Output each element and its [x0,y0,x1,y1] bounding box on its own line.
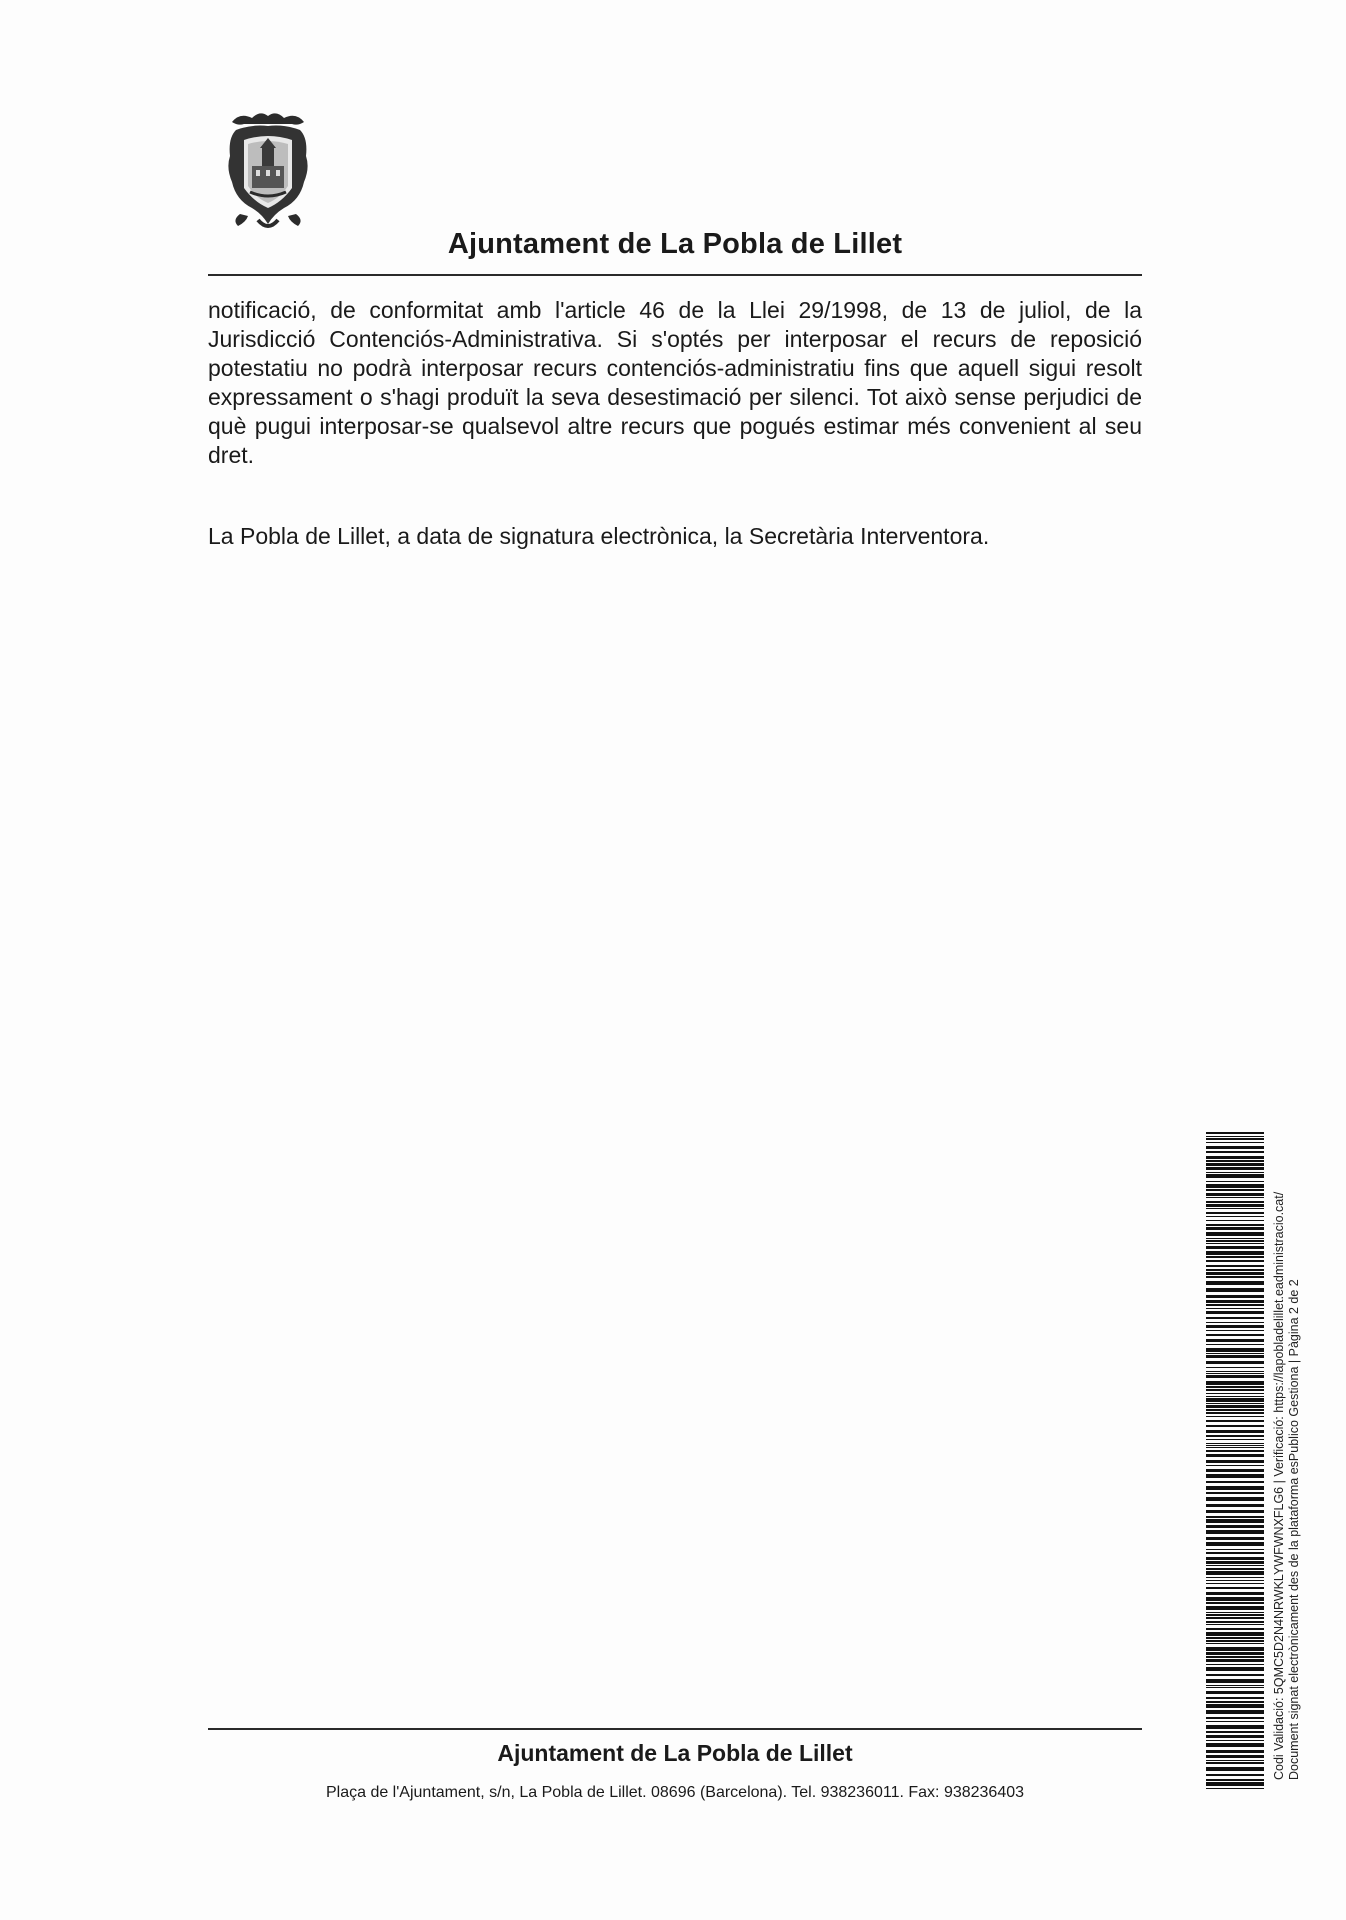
footer-address: Plaça de l'Ajuntament, s/n, La Pobla de Lillet. 08696 (Barcelona). Tel. 938236011. Fax: 938236403 [325,1784,1025,1801]
barcode-bar [1206,1656,1264,1658]
barcode-bar [1206,1246,1264,1249]
barcode-bar [1206,1530,1264,1534]
barcode-bar [1206,1697,1264,1699]
barcode-bar [1206,1156,1264,1159]
barcode-bar [1206,1304,1264,1306]
barcode-bar [1206,1389,1264,1391]
barcode-bar [1206,1647,1264,1651]
barcode-bar [1206,1393,1264,1394]
barcode-bar [1206,1367,1264,1368]
barcode-bar [1206,1465,1264,1466]
side-stamp-line-1: Codi Validació: 5QMC5D2N4NRWKLYWFWNXFLG6 | Verificació: https://lapobladelillet.eadministracio.cat/ [1272,1191,1286,1780]
barcode-bar [1206,1355,1264,1358]
barcode-bar [1206,1460,1264,1463]
barcode-bar [1206,1208,1264,1209]
barcode-bar [1206,1583,1264,1584]
barcode-bar [1206,1339,1264,1342]
barcode-bar [1206,1504,1264,1507]
barcode-bar [1206,1361,1264,1364]
barcode-bar [1206,1565,1264,1566]
barcode-bar [1206,1386,1264,1388]
barcode-bar [1206,1542,1264,1546]
barcode-bar [1206,1174,1264,1178]
barcode-bar [1206,1659,1264,1662]
barcode-bar [1206,1412,1264,1414]
barcode-bar [1206,1201,1264,1203]
header-title: Ajuntament de La Pobla de Lillet [447,228,903,260]
barcode-bar [1206,1782,1264,1786]
barcode-bar [1206,1592,1264,1595]
barcode-bar [1206,1740,1264,1741]
barcode-bar [1206,1516,1264,1518]
closing-line: La Pobla de Lillet, a data de signatura electrònica, la Secretària Interventora. [208,523,990,549]
barcode-bar [1206,1549,1264,1550]
barcode-bar [1206,1281,1264,1285]
barcode-bar [1206,1621,1264,1623]
footer-divider [208,1728,1142,1730]
barcode-bar [1206,1492,1264,1494]
barcode-bar [1206,1311,1264,1314]
barcode-bar [1206,1181,1264,1182]
barcode-bar [1206,1416,1264,1417]
barcode-bar [1206,1701,1264,1703]
barcode-bar [1206,1685,1264,1686]
barcode-bar [1206,1420,1264,1422]
barcode-bar [1206,1617,1264,1619]
barcode-bar [1206,1652,1264,1655]
barcode-bar [1206,1146,1264,1149]
barcode-bar [1206,1295,1264,1298]
barcode-bar [1206,1240,1264,1242]
barcode-bar [1206,1519,1264,1523]
barcode-bar [1206,1160,1264,1162]
barcode-bar [1206,1664,1264,1665]
barcode-bar [1206,1450,1264,1452]
barcode-bar [1206,1353,1264,1354]
barcode-bar [1206,1288,1264,1292]
barcode-bar [1206,1435,1264,1437]
barcode-bar [1206,1721,1264,1722]
barcode-bar [1206,1779,1264,1781]
barcode-bar [1206,1614,1264,1616]
barcode-bar [1206,1624,1264,1625]
barcode-bar [1206,1486,1264,1490]
barcode-icon [1206,1132,1264,1790]
barcode-bar [1206,1731,1264,1733]
barcode-bar [1206,1272,1264,1275]
barcode-bar [1206,1212,1264,1214]
barcode-bar [1206,1256,1264,1258]
barcode-bar [1206,1587,1264,1589]
barcode-bar [1206,1447,1264,1448]
barcode-bar [1206,1243,1264,1244]
barcode-bar [1206,1334,1264,1336]
barcode-bar [1206,1216,1264,1217]
header-divider [208,274,1142,276]
barcode-bar [1206,1142,1264,1143]
barcode-bar [1206,1606,1264,1610]
barcode-bar [1206,1760,1264,1761]
barcode-bar [1206,1755,1264,1758]
barcode-bar [1206,1571,1264,1575]
barcode-bar [1206,1439,1264,1440]
barcode-bar [1206,1232,1264,1236]
barcode-bar [1206,1497,1264,1501]
barcode-bar [1206,1167,1264,1170]
barcode-bar [1206,1184,1264,1188]
barcode-bar [1206,1632,1264,1636]
barcode-bar [1206,1138,1264,1140]
barcode-bar [1206,1396,1264,1397]
barcode-bar [1206,1597,1264,1601]
body-paragraph: notificació, de conformitat amb l'article 46 de la Llei 29/1998, de 13 de juliol, de la Jurisdicció Contenciós-Administrativa. Si s'optés per interposar el recurs de reposició potestatiu no podrà interposar recurs contenciós-administratiu fins que aquell sigui resolt expressament o s'hagi produït la seva desestimació per silenci. Tot això sense perjudici de què pugui interposar-se qualsevol altre recurs que pogués estimar més convenient al seu dret. [208,297,1142,468]
barcode-bar [1206,1710,1264,1714]
barcode-bar [1206,1251,1264,1255]
barcode-bar [1206,1443,1264,1444]
barcode-bar [1206,1557,1264,1560]
barcode-bar [1206,1788,1264,1789]
barcode-bar [1206,1344,1264,1345]
barcode-bar [1206,1224,1264,1226]
barcode-bar [1206,1704,1264,1708]
barcode-bar [1206,1762,1264,1764]
barcode-bar [1206,1580,1264,1581]
barcode-bar [1206,1276,1264,1278]
barcode-bar [1206,1348,1264,1352]
barcode-bar [1206,1469,1264,1472]
barcode-bar [1206,1743,1264,1747]
barcode-bar [1206,1735,1264,1738]
barcode-bar [1206,1561,1264,1564]
barcode-bar [1206,1375,1264,1378]
barcode-bar [1206,1269,1264,1271]
barcode-bar [1206,1322,1264,1323]
barcode-bar [1206,1725,1264,1729]
barcode-bar [1206,1132,1264,1134]
barcode-bar [1206,1330,1264,1331]
barcode-bar [1206,1204,1264,1207]
barcode-bar [1206,1674,1264,1676]
barcode-bar [1206,1371,1264,1372]
barcode-bar [1206,1317,1264,1319]
barcode-bar [1206,1445,1264,1446]
barcode-bar [1206,1197,1264,1198]
barcode-bar [1206,1220,1264,1221]
barcode-bar [1206,1750,1264,1753]
barcode-bar [1206,1552,1264,1554]
barcode-bar [1206,1767,1264,1771]
barcode-bar [1206,1381,1264,1385]
barcode-bar [1206,1474,1264,1478]
barcode-bar [1206,1325,1264,1328]
barcode-bar [1206,1193,1264,1196]
barcode-bar [1206,1525,1264,1528]
barcode-bar [1206,1774,1264,1776]
barcode-bar [1206,1172,1264,1173]
barcode-bar [1206,1398,1264,1402]
barcode-bar [1206,1260,1264,1262]
barcode-bar [1206,1238,1264,1239]
barcode-bar [1206,1568,1264,1570]
barcode-bar [1206,1163,1264,1166]
barcode-bar [1206,1265,1264,1267]
barcode-bar [1206,1687,1264,1688]
barcode-bar [1206,1640,1264,1642]
barcode-bar [1206,1612,1264,1613]
barcode-bar [1206,1481,1264,1483]
barcode-bar [1206,1403,1264,1404]
barcode-bar [1206,1602,1264,1604]
barcode-bar [1206,1300,1264,1303]
barcode-bar [1206,1637,1264,1639]
barcode-bar [1206,1454,1264,1457]
barcode-bar [1206,1643,1264,1644]
coat-of-arms-icon [218,108,318,234]
barcode-bar [1206,1679,1264,1683]
barcode-bar [1206,1227,1264,1230]
barcode-bar [1206,1308,1264,1309]
barcode-bar [1206,1151,1264,1153]
barcode-bar [1206,1667,1264,1671]
barcode-bar [1206,1537,1264,1540]
barcode-bar [1206,1430,1264,1433]
barcode-bar [1206,1717,1264,1719]
barcode-bar [1206,1628,1264,1630]
barcode-bar [1206,1189,1264,1191]
barcode-bar [1206,1425,1264,1427]
barcode-bar [1206,1691,1264,1694]
barcode-bar [1206,1510,1264,1513]
barcode-bar [1206,1405,1264,1408]
footer-title: Ajuntament de La Pobla de Lillet [497,1740,853,1766]
barcode-bar [1206,1136,1264,1137]
barcode-bar [1206,1373,1264,1374]
barcode-bar [1206,1577,1264,1578]
barcode-bar [1206,1409,1264,1411]
side-stamp-line-2: Document signat electrònicament des de la plataforma esPublico Gestiona | Pàgina 2 de 2 [1287,1279,1301,1780]
